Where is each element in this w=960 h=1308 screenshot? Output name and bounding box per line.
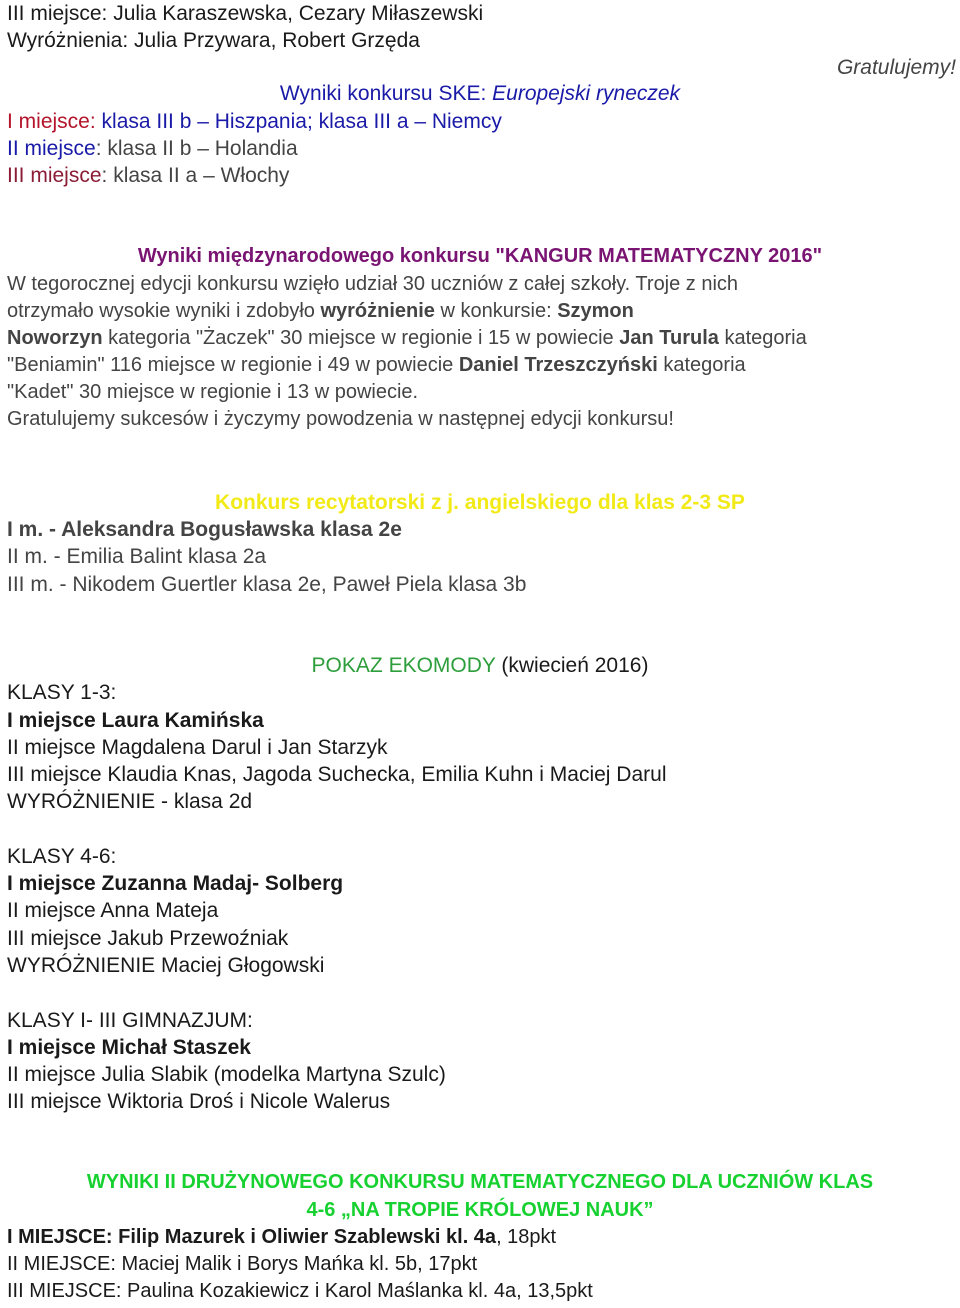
druzynowy-p1-b: , 18pkt	[496, 1226, 557, 1248]
kangur-l4-c: kategoria	[657, 354, 746, 376]
second-place-value: : klasa II b – Holandia	[95, 137, 298, 160]
druzynowy-second-place: II MIEJSCE: Maciej Malik i Borys Mańka kl. 5b, 17pkt	[7, 1253, 478, 1275]
kangur-paragraph-line-3	[7, 325, 807, 352]
druzynowy-first-place	[7, 1224, 556, 1251]
ekomoda-group-1-third: III miejsce Klaudia Knas, Jagoda Suchecka, Emilia Kuhn i Maciej Darul	[7, 763, 667, 786]
congratulations-text: Gratulujemy!	[836, 56, 956, 79]
kangur-paragraph-line-1: W tegorocznej edycji konkursu wzięło udział 30 uczniów z całej szkoły. Troje z nich	[7, 273, 739, 295]
first-place-label: I miejsce:	[7, 110, 96, 133]
kangur-l2-d: Szymon	[557, 300, 634, 322]
recytatorski-third-place: III m. - Nikodem Guertler klasa 2e, Paweł Piela klasa 3b	[7, 573, 527, 596]
ske-ryneczek-title	[0, 80, 960, 107]
ske-honorable-mentions: Wyróżnienia: Julia Przywara, Robert Grzęda	[7, 29, 420, 52]
druzynowy-title-line-1: WYNIKI II DRUŻYNOWEGO KONKURSU MATEMATYCZNEGO DLA UCZNIÓW KLAS	[86, 1171, 874, 1193]
ekomoda-group-3-third: III miejsce Wiktoria Droś i Nicole Walerus	[7, 1090, 391, 1113]
second-place-label: II miejsce	[7, 137, 96, 160]
ske-ryneczek-title-prefix: Wyniki konkursu SKE:	[279, 82, 493, 105]
ske-ryneczek-third-place	[7, 162, 289, 189]
kangur-paragraph-line-6: Gratulujemy sukcesów i życzymy powodzenia w następnej edycji konkursu!	[7, 408, 674, 430]
kangur-title: Wyniki międzynarodowego konkursu "KANGUR MATEMATYCZNY 2016"	[137, 245, 823, 267]
ekomoda-title	[0, 652, 960, 679]
ekomoda-group-2-distinction: WYRÓŻNIENIE Maciej Głogowski	[7, 954, 325, 977]
ekomoda-group-2-first: I miejsce Zuzanna Madaj- Solberg	[7, 872, 344, 895]
ekomoda-title-date: (kwiecień 2016)	[495, 654, 649, 677]
kangur-l4-b: Daniel Trzeszczyński	[458, 354, 658, 376]
ekomoda-group-1-first: I miejsce Laura Kamińska	[7, 709, 264, 732]
kangur-l3-d: kategoria	[718, 327, 807, 349]
recytatorski-first-place	[7, 516, 402, 543]
ekomoda-title-main: POKAZ EKOMODY	[311, 654, 496, 677]
ske-ryneczek-first-place	[7, 108, 502, 135]
ske-third-place: III miejsce: Julia Karaszewska, Cezary Miłaszewski	[7, 2, 484, 25]
kangur-l3-c: Jan Turula	[619, 327, 719, 349]
kangur-paragraph-line-2	[7, 298, 634, 325]
druzynowy-p1-a: I MIEJSCE: Filip Mazurek i Oliwier Szablewski kl. 4a	[7, 1226, 497, 1248]
kangur-l2-c: w konkursie:	[434, 300, 558, 322]
ekomoda-group-3-second: II miejsce Julia Slabik (modelka Martyna Szulc)	[7, 1063, 446, 1086]
ekomoda-group-1-second: II miejsce Magdalena Darul i Jan Starzyk	[7, 736, 388, 759]
kangur-l2-b: wyróżnienie	[320, 300, 435, 322]
recytatorski-second-place: II m. - Emilia Balint klasa 2a	[7, 545, 267, 568]
ske-ryneczek-title-italic: Europejski ryneczek	[492, 82, 681, 105]
recytatorski-title: Konkurs recytatorski z j. angielskiego dla klas 2-3 SP	[215, 491, 745, 514]
ekomoda-group-2-third: III miejsce Jakub Przewoźniak	[7, 927, 289, 950]
ekomoda-group-1-header: KLASY 1-3:	[7, 681, 117, 704]
kangur-l2-a: otrzymało wysokie wyniki i zdobyło	[7, 300, 321, 322]
kangur-l3-b: kategoria "Żaczek" 30 miejsce w regionie i 15 w powiecie	[102, 327, 620, 349]
third-place-label: III miejsce	[7, 164, 102, 187]
recytatorski-p1-label: I m.	[7, 518, 44, 541]
ekomoda-group-2-header: KLASY 4-6:	[7, 845, 117, 868]
ekomoda-group-2-second: II miejsce Anna Mateja	[7, 899, 219, 922]
kangur-paragraph-line-5: "Kadet" 30 miejsce w regionie i 13 w powiecie.	[7, 381, 419, 403]
ekomoda-group-3-header: KLASY I- III GIMNAZJUM:	[7, 1009, 253, 1032]
third-place-value: : klasa II a – Włochy	[101, 164, 290, 187]
kangur-paragraph-line-4	[7, 352, 746, 379]
druzynowy-title-line-2: 4-6 „NA TROPIE KRÓLOWEJ NAUK”	[306, 1199, 654, 1221]
first-place-value: klasa III b – Hiszpania; klasa III a – Niemcy	[95, 110, 502, 133]
recytatorski-p1-value: - Aleksandra Bogusławska klasa 2e	[43, 518, 402, 541]
kangur-l4-a: "Beniamin" 116 miejsce w regionie i 49 w powiecie	[7, 354, 459, 376]
kangur-l3-a: Noworzyn	[7, 327, 103, 349]
ekomoda-group-3-first: I miejsce Michał Staszek	[7, 1036, 251, 1059]
ekomoda-group-1-distinction: WYRÓŻNIENIE - klasa 2d	[7, 790, 253, 813]
ske-ryneczek-second-place	[7, 135, 298, 162]
druzynowy-third-place: III MIEJSCE: Paulina Kozakiewicz i Karol Maślanka kl. 4a, 13,5pkt	[7, 1280, 593, 1302]
